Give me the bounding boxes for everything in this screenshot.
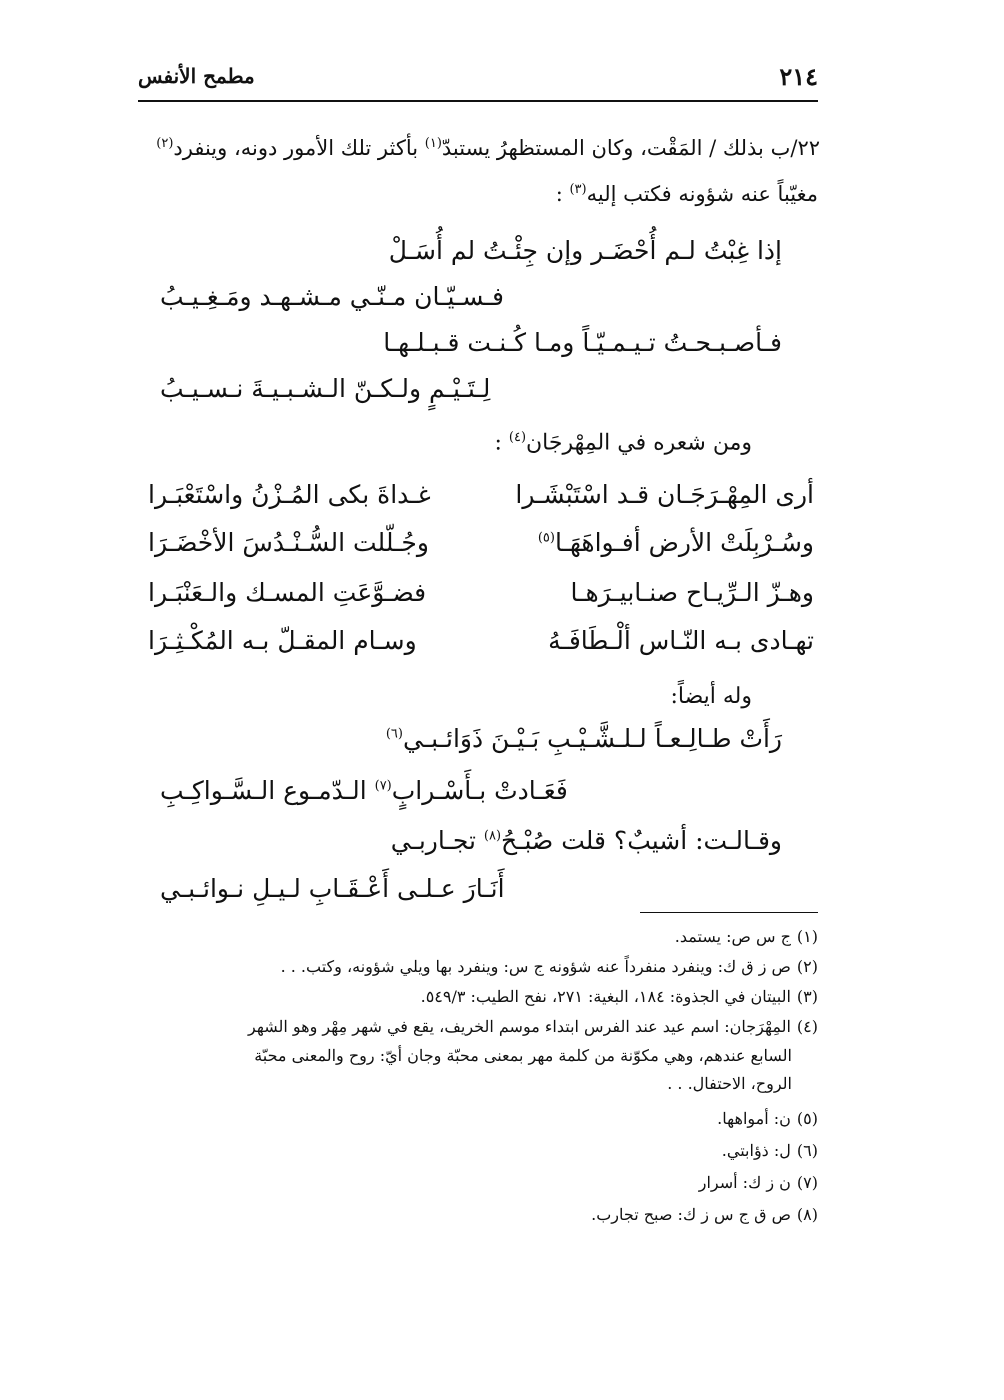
also-intro: وله أيضاً: (670, 684, 752, 709)
footnote-text: ل: ذؤابتي. (721, 1141, 791, 1160)
footnote-text: البيتان في الجذوة: ١٨٤، البغية: ٢٧١، نفح الطيب: ٥٤٩/٣. (420, 987, 791, 1006)
folio-marker: ٢٢/ب (770, 136, 820, 160)
poem3-line-2-text-b: الـدّمـوع الـسَّـواكِـبِ (160, 776, 367, 805)
footnote-5 (717, 1108, 818, 1130)
poem3-line-2-text-a: فَعَـادتْ بـأَسْـرابٍ (391, 776, 568, 805)
poem2-row-3-second: فضـوَّعَتِ المسـك والـعَنْبَـرا (148, 578, 427, 607)
intro-text-b: بأكثر تلك الأمور دونه، وينفرد (173, 136, 419, 160)
footnote-ref-2: (٢) (156, 136, 174, 151)
poem3-line-3-text-b: تجـاربـي (390, 826, 476, 855)
poem3-line-1-text: رَأَتْ طـالِـعـاً لـلـشَّـيْـبِ بَـيْـنَ ذَوَائـبـي (402, 724, 782, 753)
footnote-number: (٣) (796, 987, 818, 1006)
footnote-8 (591, 1204, 818, 1226)
footnote-ref-7: (٧) (374, 778, 392, 794)
footnote-number: (١) (796, 927, 818, 946)
intro-line2-text: مغيّباً عنه شؤونه فكتب إليه (586, 182, 818, 206)
poem2-row-4-second: وسـام المقـلّ بـه المُكْـثِـرَا (148, 626, 417, 655)
page-number: ٢١٤ (779, 62, 818, 91)
footnote-text: ص ز ق ك: وينفرد منفرداً عنه شؤونه ج س: وينفرد بها ويلي شؤونه، وكتب. . . (280, 957, 791, 976)
footnote-ref-4: (٤) (508, 430, 527, 445)
footnote-ref-1: (١) (424, 136, 442, 151)
poem1-line-3: فـأصـبـحـتُ تـيـمـيّـاً ومـا كُـنـت قـبـلـهـا (383, 328, 782, 357)
poem1-line-2: فـسـيّـان مـنّـي مـشـهـد ومَـغِـيـبُ (160, 282, 504, 311)
footnote-separator (640, 912, 818, 913)
poem1-line-4: لِـتَـيْـمٍ ولـكـنّ الـشـبـيـةَ نـسـيـبُ (160, 374, 491, 403)
footnote-number: (٦) (796, 1141, 818, 1160)
intro-text-a: بذلك / المَقْت، وكان المستظهرُ يستبدّ (441, 136, 764, 160)
poem2-row-1-first: أرى المِهْـرَجَـان قـد اسْتَبْشَـرا (515, 480, 814, 509)
poem2-row-2-first-text: وسُـرْبِلَتْ الأرض أفـواهَهَـا (554, 528, 814, 557)
colon: : (555, 182, 563, 206)
footnote-text: ج س ص: يستمد. (674, 927, 791, 946)
footnote-number: (٥) (796, 1109, 818, 1128)
footnote-2 (281, 956, 818, 978)
footnote-7 (699, 1172, 818, 1194)
footnote-number: (٨) (796, 1205, 818, 1224)
footnote-3 (421, 986, 818, 1008)
footnote-1 (675, 926, 818, 948)
footnote-ref-8: (٨) (483, 828, 502, 844)
mahrajan-intro-text: ومن شعره في المِهْرجَان (526, 430, 752, 456)
poem2-row-4-first: تهـادى بـه النّـاس ألْـطَافَـهُ (548, 626, 814, 655)
poem3-line-4: أَنَـارَ عـلـى أَعْـقَـابِ لـيـلِ نـوائـبـي (160, 874, 505, 903)
poem1-line-1: إذا غِبْتُ لـم أُحْضَـر وإن جِئْـتُ لم أُسَـلْ (388, 236, 782, 265)
colon: : (494, 430, 502, 456)
footnote-number: (٤) (796, 1017, 818, 1036)
footnote-ref-3: (٣) (569, 182, 587, 197)
footnote-number: (٧) (796, 1173, 818, 1192)
poem3-line-2 (160, 776, 568, 805)
footnote-ref-6: (٦) (385, 726, 403, 742)
poem3-line-1 (386, 724, 782, 753)
poem2-row-3-first: وهـزّ الـرِّيـاح صنـابيـرَهـا (570, 578, 814, 607)
footnote-4 (248, 1016, 818, 1038)
intro-line-1 (156, 136, 820, 160)
footnote-text: ن: أمواهها. (717, 1109, 791, 1128)
footnote-4-continuation-2: الروح، الاحتفال. . . (667, 1074, 792, 1093)
footnote-text: ص ق ج س ز ك: صبح تجارب. (591, 1205, 791, 1224)
poem2-row-1-second: غـداةَ بكى المُـزْنُ واسْتَعْبَـرا (148, 480, 431, 509)
poem2-row-2-first (538, 528, 814, 557)
page-header (138, 60, 818, 102)
poem3-line-3-text-a: وقـالـت: أشيبٌ؟ قلت صُبْـحُ (501, 826, 782, 855)
intro-line-2 (556, 182, 818, 206)
running-title: مطمح الأنفس (138, 64, 255, 88)
poem2-row-2-second: وجُـلّلت السُّـنْـدُسَ الأخْضَـرَا (148, 528, 429, 557)
poem3-line-3 (391, 826, 782, 855)
footnote-text: المِهْرَجان: اسم عيد عند الفرس ابتداء موسم الخريف، يقع في شهر مِهْر وهو الشهر (247, 1017, 791, 1036)
footnote-text: ن ز ك: أسرار (698, 1173, 791, 1192)
footnote-4-continuation-1: السابع عندهم، وهي مكوّنة من كلمة مهر بمعنى محبّة وجان أيّ: روح والمعنى محبّة (254, 1046, 792, 1065)
footnote-ref-5: (٥) (537, 530, 555, 546)
footnote-6 (722, 1140, 818, 1162)
footnote-number: (٢) (796, 957, 818, 976)
mahrajan-intro (494, 430, 752, 455)
